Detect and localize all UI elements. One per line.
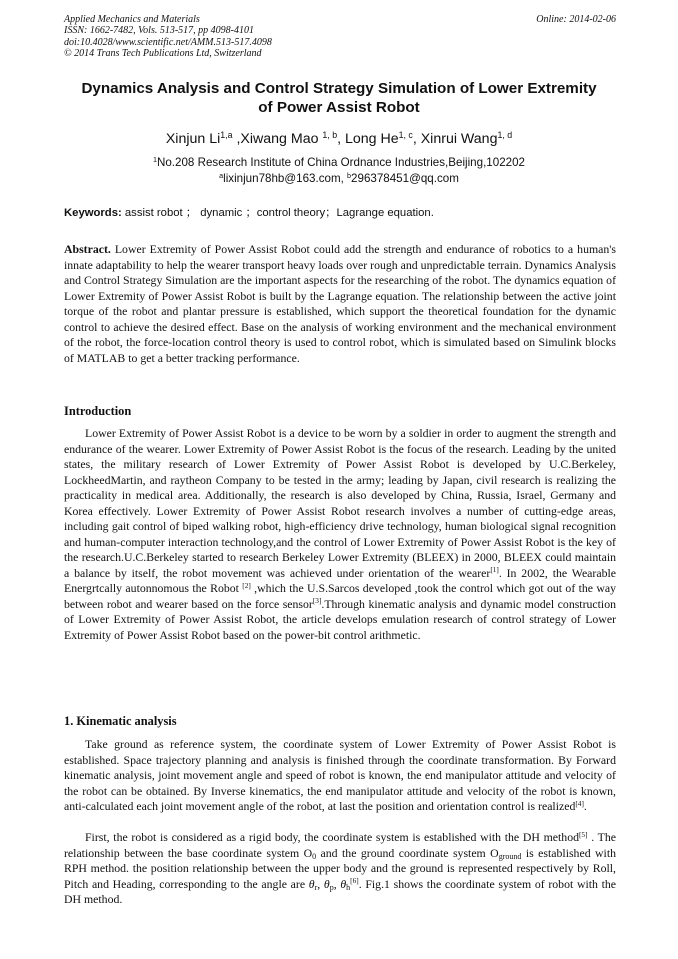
author-name: Xinjun Li: [165, 131, 221, 147]
author-name: Xinrui Wang: [420, 131, 498, 147]
author-name: Long He: [345, 131, 399, 147]
kinematic-text: Take ground as reference system, the coordinate system of Lower Extremity of Power Assist Robot is established. Space trajectory planning and analysis is finished through the coordinate transformation. By Forward kinematic analysis, joint movement angle and speed of robot is known, the end manipulator attitude and velocity of the robot can be obtained. By Inverse kinematics, the end manipulator attitude and velocity of the robot is known, anti-calculated each joint movement angle of the robot, at last the position and orientation control is realized: [64, 737, 616, 813]
email-b: 296378451@qq.com: [351, 172, 459, 185]
kinematic-text: . The relationship between the base coordinate system O: [64, 830, 616, 860]
author-sup: 1, b: [322, 130, 338, 141]
abstract-label: Abstract.: [64, 242, 111, 256]
kinematic-text: First, the robot is considered as a rigid body, the coordinate system is established with the DH method: [85, 830, 579, 844]
abstract: [64, 242, 616, 366]
journal-issn: ISSN: 1662-7482, Vols. 513-517, pp 4098-4101: [64, 25, 254, 37]
intro-text: Lower Extremity of Power Assist Robot is a device to be worn by a soldier in order to augment the strength and endurance of the wearer. Lower Extremity of Power Assist Robot is the focus of the research. Leading by the united states, the military research of Lower Extremity of Power Assist Robot is developed by U.C.Berkeley, LockheedMartin, and raytheon Company to be tested in the army; leading by Japan, civil research is realizing the practicality in medical area. Additionally, the research is also developed by China, Russia, Israel, Germany and Korea effectively. Lower Extremity of Power Assist Robot research involves a number of cutting-edge areas, including gait control of biped walking robot, high-efficiency drive technology, human biological signal recognition and human-computer interaction technology,and the control of Lower Extremity of Power Assist Robot is the key of the research.U.C.Berkeley started to research Berkeley Lower Extremity (BLEEX) in 2000, BLEEX could maintain a balance by itself, the robot movement was achieved under orientation of the wearer: [64, 426, 616, 580]
journal-name: Applied Mechanics and Materials: [64, 14, 200, 25]
separator: ,: [333, 876, 341, 891]
citation: [6]: [350, 876, 359, 886]
citation: [4]: [575, 798, 584, 808]
kinematic-paragraph-1: [64, 737, 616, 815]
kinematic-text: . Fig.1 shows the coordinate system of robot with the DH method.: [64, 876, 617, 906]
intro-text: ,which the U.S.Sarcos developed ,took the control which got out of the way between robot and wearer based on the force sensor: [64, 581, 616, 611]
email-line: [40, 171, 638, 187]
email-a: lixinjun78hb@163.com,: [223, 172, 348, 185]
kinematic-text: is established with RPH method. the position relationship between the upper body and the ground is represented respectively by Roll, Pitch and Heading, corresponding to the angle are: [64, 845, 617, 891]
citation: [2]: [242, 580, 251, 590]
email-sup: a: [219, 171, 224, 181]
kinematic-text: and the ground coordinate system O: [316, 845, 499, 860]
affiliation-text: No.208 Research Institute of China Ordnance Industries,Beijing,102202: [156, 156, 525, 169]
paper-title: [56, 80, 622, 117]
email-sup: b: [347, 171, 352, 181]
citation: [3]: [312, 596, 322, 606]
citation: [1]: [490, 565, 499, 575]
kinematic-heading: 1. Kinematic analysis: [64, 714, 177, 728]
kinematic-text: .: [583, 799, 587, 813]
subscript: r: [314, 882, 318, 892]
author-sup: 1, c: [398, 130, 413, 141]
intro-text: .Through kinematic analysis and dynamic model construction of Lower Extremity of Power Assist Robot, the article develops emulation research of control strategy of Lower Extremity of Power Assist Robot based on the power-bit control arithmetic.: [64, 596, 616, 642]
theta-symbol: θ: [308, 876, 315, 891]
affiliation: [40, 155, 638, 187]
author-name: Xiwang Mao: [240, 131, 323, 147]
keywords-text: assist robot ； dynamic ；control theory；Lagrange equation.: [121, 207, 434, 219]
citation: [5]: [579, 829, 588, 839]
separator: ,: [317, 876, 324, 891]
subscript: ground: [498, 851, 522, 861]
abstract-text: Lower Extremity of Power Assist Robot could add the strength and endurance of robotics to a human's innate adaptability to help the wearer transport heavy loads over rough and unpredictable terrain. Dynamics Analysis and Control Strategy Simulation are the important aspects for the researching of the robot. The dynamics equation of Lower Extremity of Power Assist Robot is built by the Lagrange equation. The relationship between the active joint torque of the robot and plantar pressure is established, which support the theoretical foundation for the dynamic control to achieve the desired effect. Base on the analysis of working environment and the mechanical environment of the robot, the force-location control theory is used to control robot, which is simulated based on Simulink blocks of MATLAB to get a better tracking performance.: [64, 242, 616, 365]
subscript: h: [346, 882, 351, 892]
theta-symbol: θ: [323, 876, 330, 891]
kinematic-paragraph-2: [64, 830, 616, 908]
introduction-heading: Introduction: [64, 404, 132, 418]
title-line-1: Dynamics Analysis and Control Strategy Simulation of Lower Extremity: [81, 80, 597, 97]
author-list: [40, 130, 638, 148]
journal-header: [64, 14, 616, 60]
keywords-label: Keywords:: [64, 207, 122, 219]
subscript: 0: [312, 851, 317, 861]
title-line-2: of Power Assist Robot: [258, 98, 420, 116]
keywords: [64, 206, 616, 220]
subscript: p: [329, 882, 334, 892]
affiliation-sup: 1: [152, 155, 157, 165]
theta-symbol: θ: [340, 876, 347, 891]
author-sep: ,: [412, 131, 421, 147]
journal-doi: doi:10.4028/www.scientific.net/AMM.513-517.4098: [64, 36, 272, 48]
author-sep: ,: [337, 131, 345, 147]
online-date: Online: 2014-02-06: [536, 14, 616, 25]
journal-copyright: © 2014 Trans Tech Publications Ltd, Switzerland: [64, 48, 262, 60]
author-sup: 1, d: [497, 130, 513, 141]
intro-text: . In 2002, the Wearable Energrtcally autonnomous the Robot: [64, 565, 616, 595]
introduction-paragraph: [64, 426, 616, 643]
author-sup: 1,a: [220, 130, 233, 141]
author-sep: ,: [232, 131, 241, 147]
affiliation-line: [40, 155, 638, 171]
